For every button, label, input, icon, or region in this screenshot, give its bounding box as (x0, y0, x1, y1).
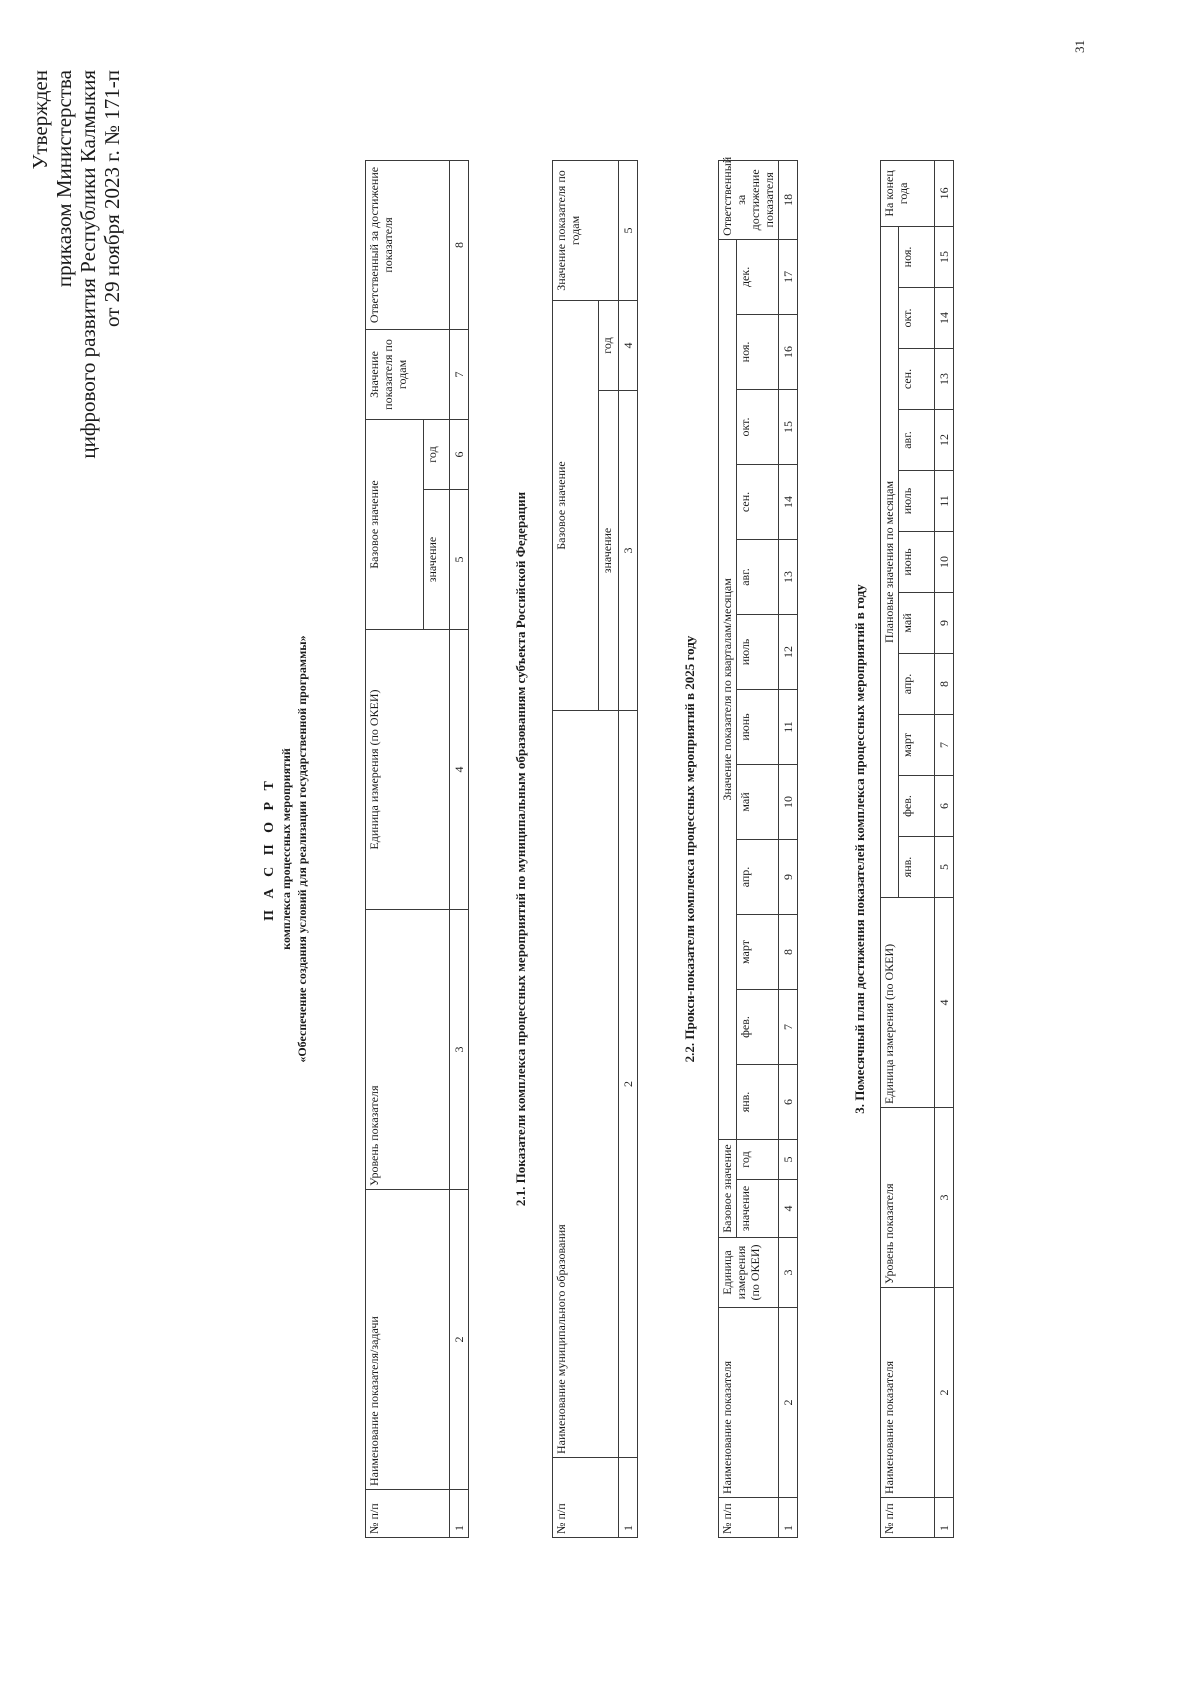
header-base-year: год (737, 1139, 779, 1179)
column-number: 5 (779, 1139, 798, 1179)
column-number: 4 (779, 1180, 798, 1238)
column-number: 3 (935, 1108, 954, 1288)
header-name: Наименование муниципального образования (553, 711, 619, 1458)
header-end-of-year: На конец года (881, 160, 935, 226)
section-2-2-title: 2.2. Прокси-показатели комплекса процессных мероприятий в 2025 году (682, 635, 697, 1063)
header-month: март (899, 715, 935, 776)
header-num: № п/п (553, 1458, 619, 1538)
column-number: 3 (450, 910, 469, 1190)
title-heading: П А С П О Р Т (262, 777, 277, 921)
column-number: 14 (779, 464, 798, 539)
approval-line-3: цифрового развития Республики Калмыкия (76, 70, 100, 459)
header-months-group: Значение показателя по кварталам/месяцам (719, 239, 737, 1139)
header-resp: Ответственный за достижение показателя (366, 160, 450, 329)
approval-line-2: приказом Министерства (52, 70, 76, 288)
header-month: май (737, 764, 779, 839)
header-num: № п/п (881, 1498, 935, 1538)
column-number: 13 (779, 539, 798, 614)
page-number: 31 (1072, 40, 1087, 53)
column-number: 2 (935, 1288, 954, 1498)
header-month: фев. (737, 989, 779, 1064)
column-number: 10 (779, 764, 798, 839)
column-number: 7 (779, 989, 798, 1064)
header-base-year: год (599, 300, 619, 390)
column-number: 9 (779, 839, 798, 914)
column-number: 13 (935, 349, 954, 410)
column-number: 11 (779, 689, 798, 764)
column-number: 4 (450, 630, 469, 910)
column-number: 3 (779, 1238, 798, 1308)
header-name: Наименование показателя (719, 1308, 779, 1498)
header-unit: Единица измерения (по ОКЕИ) (719, 1238, 779, 1308)
header-name: Наименование показателя (881, 1288, 935, 1498)
approval-line-1: Утвержден (28, 70, 52, 170)
header-month: окт. (737, 389, 779, 464)
header-month: янв. (737, 1064, 779, 1139)
header-month: ноя. (737, 314, 779, 389)
header-values: Значение показателя по годам (553, 160, 619, 300)
column-number: 8 (779, 914, 798, 989)
header-base: Базовое значение (719, 1139, 737, 1237)
header-month: сен. (899, 349, 935, 410)
monthly-plan-table (880, 160, 954, 1538)
column-number: 12 (779, 614, 798, 689)
header-values: Значение показателя по годам (366, 329, 450, 419)
section-2-1-title: 2.1. Показатели комплекса процессных мероприятий по муниципальным образованиям субъекта Российской Федерации (513, 491, 528, 1207)
column-number: 5 (450, 490, 469, 630)
section-3-title: 3. Помесячный план достижения показателей комплекса процессных мероприятий в году (852, 584, 867, 1114)
column-number: 4 (619, 300, 638, 390)
header-base: Базовое значение (366, 419, 424, 629)
column-number: 1 (450, 1490, 469, 1538)
header-name: Наименование показателя/задачи (366, 1190, 450, 1490)
header-base-year: год (424, 419, 450, 489)
header-month: ноя. (899, 226, 935, 287)
header-base-value: значение (424, 490, 450, 630)
header-level: Уровень показателя (881, 1108, 935, 1288)
header-months-group: Плановые значения по месяцам (881, 226, 899, 897)
header-num: № п/п (719, 1498, 779, 1538)
column-number: 5 (935, 837, 954, 898)
column-number: 12 (935, 410, 954, 471)
header-month: дек. (737, 239, 779, 314)
document-title (262, 0, 310, 1698)
header-month: авг. (737, 539, 779, 614)
column-number: 11 (935, 471, 954, 532)
header-num: № п/п (366, 1490, 450, 1538)
header-unit: Единица измерения (по ОКЕИ) (881, 898, 935, 1108)
municipal-indicators-table (552, 160, 638, 1538)
header-month: март (737, 914, 779, 989)
column-number: 18 (779, 160, 798, 239)
column-number: 1 (935, 1498, 954, 1538)
title-line-1: комплекса процессных мероприятий (279, 748, 293, 950)
column-number: 16 (935, 160, 954, 226)
column-number: 6 (779, 1064, 798, 1139)
column-number: 7 (935, 715, 954, 776)
header-month: июнь (737, 689, 779, 764)
header-month: июль (899, 471, 935, 532)
header-level: Уровень показателя (366, 910, 450, 1190)
column-number: 8 (935, 654, 954, 715)
title-line-2: «Обеспечение создания условий для реализации государственной программы» (295, 635, 309, 1063)
header-month: сен. (737, 464, 779, 539)
column-number: 9 (935, 593, 954, 654)
header-month: авг. (899, 410, 935, 471)
header-month: апр. (737, 839, 779, 914)
column-number: 6 (935, 776, 954, 837)
approval-stamp (28, 70, 124, 459)
column-number: 4 (935, 898, 954, 1108)
header-month: июль (737, 614, 779, 689)
header-month: июнь (899, 532, 935, 593)
column-number: 6 (450, 419, 469, 489)
column-number: 3 (619, 391, 638, 711)
header-base-value: значение (737, 1180, 779, 1238)
column-number: 7 (450, 329, 469, 419)
header-month: фев. (899, 776, 935, 837)
proxy-indicators-table (718, 156, 798, 1538)
header-month: апр. (899, 654, 935, 715)
approval-line-4: от 29 ноября 2023 г. № 171-п (100, 70, 124, 328)
column-number: 2 (779, 1308, 798, 1498)
header-base: Базовое значение (553, 300, 599, 710)
header-month: май (899, 593, 935, 654)
header-month: янв. (899, 837, 935, 898)
column-number: 14 (935, 288, 954, 349)
column-number: 17 (779, 239, 798, 314)
column-number: 5 (619, 160, 638, 300)
header-resp: Ответственный за достижение показателя (719, 160, 779, 239)
column-number: 16 (779, 314, 798, 389)
column-number: 2 (619, 711, 638, 1458)
column-number: 15 (935, 226, 954, 287)
header-base-value: значение (599, 391, 619, 711)
column-number: 10 (935, 532, 954, 593)
column-number: 1 (779, 1498, 798, 1538)
header-month: окт. (899, 288, 935, 349)
column-number: 2 (450, 1190, 469, 1490)
column-number: 15 (779, 389, 798, 464)
indicators-table (365, 160, 469, 1538)
column-number: 8 (450, 160, 469, 329)
column-number: 1 (619, 1458, 638, 1538)
header-unit: Единица измерения (по ОКЕИ) (366, 630, 450, 910)
